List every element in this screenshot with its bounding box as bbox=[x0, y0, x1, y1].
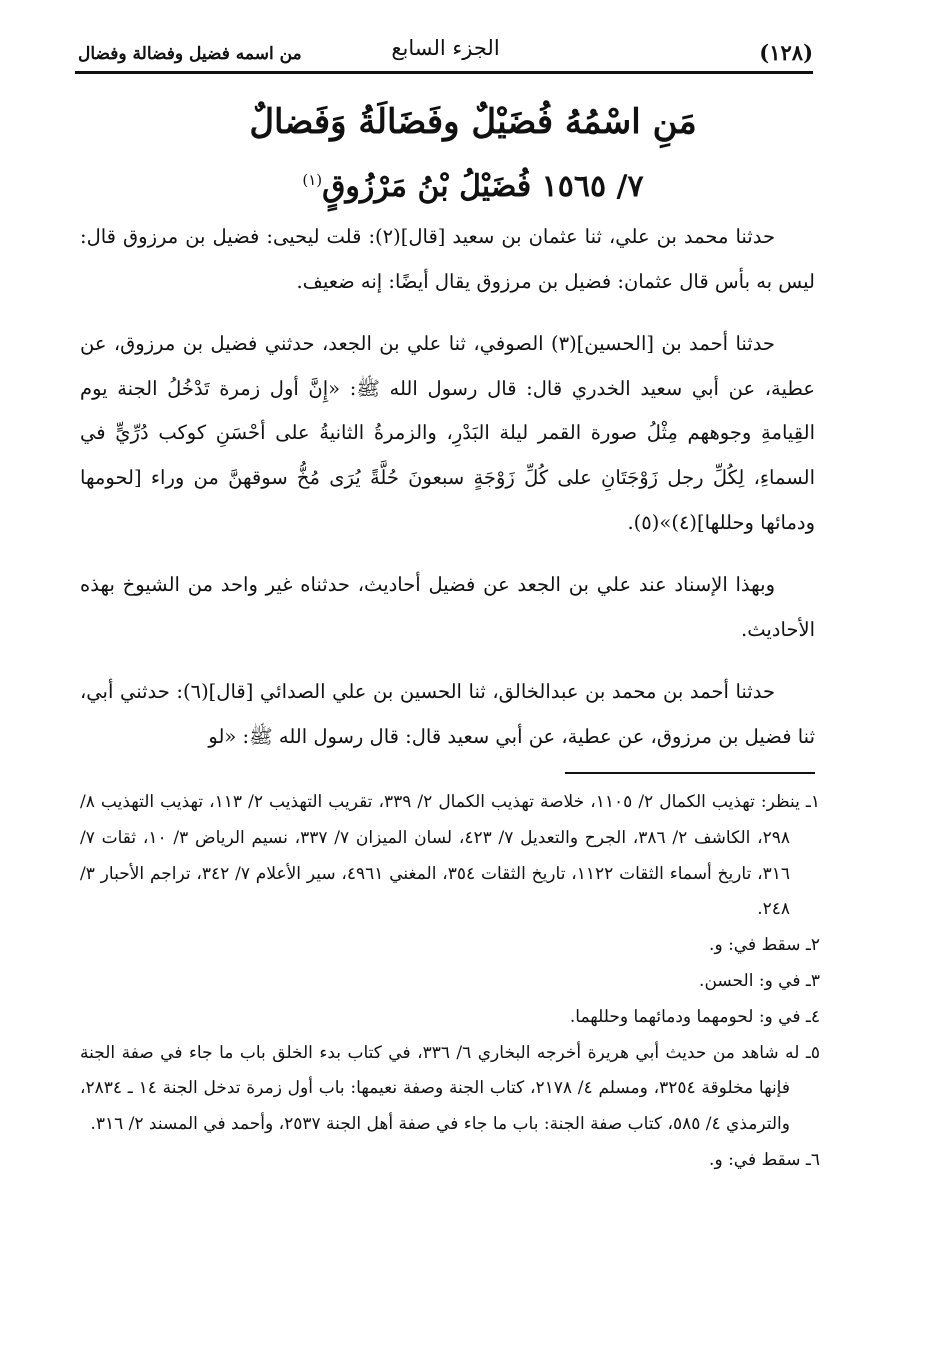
running-header bbox=[78, 36, 813, 70]
footnote-item: ٤ـ في و: لحومهما ودمائهما وحللهما. bbox=[569, 1006, 820, 1027]
body-text bbox=[80, 215, 815, 760]
footnote-item: ١ـ ينظر: تهذيب الكمال ٢/ ١١٠٥، خلاصة تهذيب الكمال ٢/ ٣٣٩، تقريب التهذيب ٢/ ١١٣، تهذيب التهذيب ٨/ ٢٩٨، الكاشف ٢/ ٣٨٦، الجرح والتعديل ٧/ ٤٢٣، لسان الميزان ٧/ ٣٣٧، نسيم الرياض ٣/ ١٠، ثقات ٧/ ٣١٦، تاريخ أسماء الثقات ١١٢٢، تاريخ الثقات ٣٥٤، المغني ٤٩٦١، سير الأعلام ٧/ ٣٤٢، تراجم الأحبار ٣/ ٢٤٨. bbox=[80, 792, 820, 920]
footnote-item: ٣ـ في و: الحسن. bbox=[699, 970, 820, 991]
page-number: (١٢٨) bbox=[759, 40, 813, 65]
footnotes bbox=[80, 785, 820, 1179]
footnote-item: ٢ـ سقط في: و. bbox=[709, 935, 820, 956]
footnote-item: ٥ـ له شاهد من حديث أبي هريرة أخرجه البخاري ٦/ ٣٣٦، في كتاب بدء الخلق باب ما جاء في صفة الجنة فإنها مخلوقة ٣٢٥٤، ومسلم ٤/ ٢١٧٨، كتاب الجنة وصفة نعيمها: باب أول زمرة تدخل الجنة ١٤ ـ ٢٨٣٤، والترمذي ٤/ ٥٨٥، كتاب صفة الجنة: باب ما جاء في صفة أهل الجنة ٢٥٣٧، وأحمد في المسند ٢/ ٣١٦. bbox=[80, 1042, 820, 1135]
paragraph: حدثنا أحمد بن محمد بن عبدالخالق، ثنا الحسين بن علي الصدائي [قال](٦): حدثني أبي، ثنا فضيل بن مرزوق، عن عطية، عن أبي سعيد قال: قال رسول الله ﷺ: «لو bbox=[80, 680, 815, 748]
part-label: الجزء السابع bbox=[391, 36, 500, 60]
paragraph: وبهذا الإسناد عند علي بن الجعد عن فضيل أحاديث، حدثناه غير واحد من الشيوخ بهذه الأحاديث. bbox=[80, 573, 815, 641]
footnote-item: ٦ـ سقط في: و. bbox=[709, 1149, 820, 1170]
paragraph: حدثنا أحمد بن [الحسين](٣) الصوفي، ثنا علي بن الجعد، حدثني فضيل بن مرزوق، عن عطية، عن أبي سعيد الخدري قال: قال رسول الله ﷺ: «إِنَّ أول زمرة تَدْخُلُ الجنة يوم القِيامةِ وجوههم مِثْلُ صورة القمر ليلة البَدْرِ، والزمرةُ الثانيةُ على أحْسَنِ كوكب دُرِّيٍّ في السماءِ، لِكُلِّ رجل زَوْجَتَانِ على كُلِّ زَوْجَةٍ سبعونَ حُلَّةً يُرَى مُخُّ سوقهنَّ من وراء [لحومها ودمائها وحللها](٤)»(٥). bbox=[80, 332, 815, 534]
header-rule bbox=[75, 71, 813, 74]
paragraph: حدثنا محمد بن علي، ثنا عثمان بن سعيد [قال](٢): قلت ليحيى: فضيل بن مرزوق قال: ليس به بأس قال عثمان: فضيل بن مرزوق يقال أيضًا: إنه ضعيف. bbox=[80, 225, 815, 293]
section-label: من اسمه فضيل وفضالة وفضال bbox=[78, 44, 302, 64]
entry-title-text: ٧/ ١٥٦٥ فُضَيْلُ بْنُ مَرْزُوقٍ bbox=[322, 169, 644, 204]
entry-title bbox=[80, 150, 866, 217]
chapter-title: مَنِ اسْمُهُ فُضَيْلٌ وفَضَالَةُ وَفَضالٌ bbox=[249, 102, 697, 142]
entry-footnote-mark: (١) bbox=[302, 171, 323, 189]
footnote-rule bbox=[565, 772, 815, 774]
